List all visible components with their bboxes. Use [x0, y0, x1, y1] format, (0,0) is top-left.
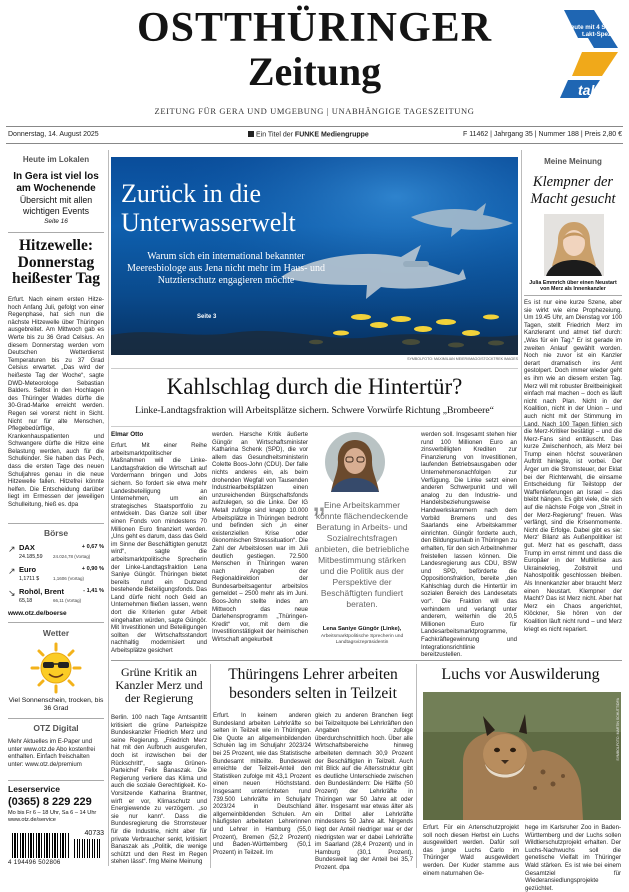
- hero-photo-credit: SYMBOLFOTO: MAXIMILIAN MEIER/IMAGO/STOCKTREK IMAGES: [407, 357, 518, 361]
- main-col3: werden soll. Insgesamt stehen hier rund 100 Millionen Euro an zinsverbilligten Krediten zur Finanzierung von Investitionen, laufenden Betriebsausgaben oder Unternehmensnachfolgen zur Verfügung. Die Linke setzt einen anderen Schwerpunkt und will analog zu den Industrie- und Handelsbeziehungsweise Handwerkskammern nach dem Vorbild Bremens und des Saarlands eine Arbeitskammer einrichten. Güngör forderte auch, den Bildungsurlaub in Thüringen zu erhalten, für den sich Arbeitnehmer freistellen lassen können. Die Landesregierung aus CDU, BSW und SPD, beförderte die Oppositionsfraktion, bereite „den Kahlschlag durch die Hintertür im sozialen Bereich des Landesetats vor“. Die Fraktion will das verhindern und verlangt unter anderem, weiterhin die 20,5 Millionen Euro für Landesarbeitsmarktprogramme, Fachkräftegewinnung und Integrationsrichtlinie bereitzustellen.: [421, 431, 517, 659]
- arrow-down-icon: ↘: [8, 588, 16, 598]
- local-headline[interactable]: In Gera ist viel los am Wochenende: [13, 171, 99, 194]
- barcode-addon-bars: [74, 839, 102, 858]
- heat-article-body: Erfurt. Nach einem ersten Hitze-hoch Anfang Juli, gefolgt von einer Regenphase, hat sich nun die nächste Hitzewelle über Thüringen ausgebreitet. Am Mittwoch gab es Werte bis zu 36 Grad Celsius. An diesem Donnerstag werden vom Deutschen Wetterdienst Temperaturen bis zu 37 Grad Celsius erwartet. „Das wird der heißeste Tag der Woche“, sagte DWD-Meteorologe Sebastian Balders. Selbst in den Hochlagen des Thüringer Waldes dürfte die 30-Grad-Marke erreicht werden. Regen sei vorerst nicht in Sicht. Nicht nur für alte Menschen, Pflegebedürftige, Krankenhauspatienten und Schwangere dürfte die Hitze eine Belastung werden, auch für die Schulkinder. Sie haben das Pech, dass die ersten Tage des neuen Schuljahres genau in die neue Hitzewelle fallen. Hitzefrei könnte helfen. Die Entscheidung darüber liegt im Ermessen der jeweiligen Schulleitung, hieß es. dpa: [8, 296, 104, 509]
- digital-text[interactable]: Mehr Aktuelles im E-Paper und unter www.otz.de Abo kostenfrei enthalten. Einfach freischalten unter: www.otz.de/premium: [8, 738, 96, 768]
- barcode-bottom-number: 4 194496 502806: [8, 859, 61, 866]
- stock-row: [8, 586, 104, 608]
- takt-promo-text: Heute mit 4 Seiten t.akt-Spezial!: [566, 24, 620, 38]
- arrow-up-icon: ↗: [8, 566, 16, 576]
- author-portrait: [544, 214, 604, 276]
- stock-prev: 66,11 (Vortag): [53, 598, 82, 603]
- heat-headline[interactable]: Hitzewelle: Donnerstag heißester Tag: [12, 237, 100, 287]
- arrow-up-icon: ↗: [8, 544, 16, 554]
- greens-headline[interactable]: Grüne Kritik an Kanzler Merz und der Regierung: [115, 665, 203, 705]
- stock-value: 1,1711 $: [19, 576, 40, 582]
- main-col1: Erfurt. Mit einer Reihe arbeitsmarktpolitischer Maßnahmen will die Linke-Landtagsfraktion die Wirtschaft auf Vordermann bringen und Jobs sichern. So fordert sie etwa mehr Landesbeteiligung an Unternehmen, um ein strategisches Staatsportfolio zu entwickeln. Das Ganze soll über einen Fonds von mindestens 70 Millionen Euro finanziert werden. „Uns geht es darum, dass das Geld im Sinne der Beschäftigten genutzt wird“, sagte die arbeitsmarktpolitische Sprecherin der Linke-Landtagsfraktion Lena Saniye Güngör. Thüringen bietet bereits rund ein Dutzend bestehende Beteiligungsfonds. Das Land dürfe nicht noch Geld an Unternehmen fließen lassen, wenn dort die Kriterien guter Arbeit eingehalten würden, sagte Güngör. Mit Investitionen und Beteiligungen sollten der Wirtschaftsstandort nachhaltig modernisiert und Arbeitsplätze gesichert: [111, 442, 207, 655]
- masthead-tagline: ZEITUNG FÜR GERA UND UMGEBUNG | UNABHÄNGIGE TAGESZEITUNG: [154, 106, 475, 116]
- teachers-col2: gleich zu anderen Branchen liegt bei Teilzeitquote bei Lehrkräften den Angaben zufolge überdurchschnittlich hoch. Über alle Wirtschaftsbereiche hinweg arbeiteten demnach 30,9 Prozent der Beschäftigten in Teilzeit. Auch mit Blick auf die Altersstruktur gibt es deutliche Unterschiede zwischen den Bundesländern: Die Hälfte (50 Prozent) der Lehrkräfte in Thüringen war 50 Jahre alt oder älter. Insgesamt war etwas älter als ein Drittel aller Lehrkräfte mindestens 50 Jahre alt. Nirgends liegt der Anteil niedriger war er der niedrigsten war er dabei Lehrkräfte im Saarland (28,4 Prozent) und in Hamburg (30,1 Prozent). Bundesweit lag der Anteil bei 35,7 Prozent. dpa: [315, 712, 413, 871]
- lynx-col1: Erfurt. Für ein Artenschutzprojekt soll noch diesen Herbst ein Luchs ausgewildert werden. Dafür soll das junge Luchs Carlo im Thüringer Wald ausgewildert werden. Der Kuder stamme aus einem naturnahen Ge-: [423, 824, 519, 877]
- digital-header: OTZ Digital: [33, 723, 79, 733]
- opinion-title[interactable]: Klempner der Macht gesucht: [530, 174, 616, 207]
- stock-change: - 1,41 %: [83, 588, 104, 594]
- lynx-headline[interactable]: Luchs vor Auswilderung: [441, 666, 600, 683]
- local-page-ref: Seite 16: [44, 218, 68, 225]
- boerse-header: Börse: [43, 528, 69, 538]
- stock-prev: 1,1606 (Vortag): [53, 576, 85, 581]
- lynx-photo-credit: SYMBOLFOTO: MARTIN SCHUTT/DPA: [616, 698, 620, 761]
- hero-image[interactable]: [111, 157, 518, 355]
- takt-promo[interactable]: [558, 8, 624, 100]
- quote-mark-icon: „: [313, 478, 325, 519]
- stock-row: [8, 542, 104, 564]
- opinion-author-caption: Julia Emmrich über einen Neustart von Merz als Innenkanzler: [529, 280, 617, 293]
- publisher-line: [248, 131, 369, 139]
- main-col2: werden. Harsche Kritik äußerte Güngör an Wirtschaftsminister Katharina Schenk (SPD), die vor allem das Gesundheitsministerin Colette Boos-John (CDU). Der falle nichts anderes ein, als beim drohenden Wegfall von Tausenden Industriearbeitsplätzen einen unzureichenden Bürgschaftsfonds aufzulegen, so die Linke. Der IG Metall zufolge sind knapp 10.000 Arbeitsplätze in Thüringen bedroht und befinden sich „in einer existenziellen Krise oder ökonomischen Stresssituation“. Die Zahl der Arbeitslosen war im Juli deutlich gestiegen. 72.500 Menschen in Thüringen waren nach Angaben der Regionaldirektion der Bundesarbeitsagentur arbeitslos gemeldet – 2500 mehr als im Juni. Boos-John stellte indes am Mittwoch das neue Darlehensprogramm „Thüringen-Kredit“ vor, mit dem die Investitionstätigkeit der heimischen Wirtschaft angekurbelt: [212, 431, 308, 644]
- stock-name: Euro: [19, 565, 37, 574]
- quote-role: Arbeitsmarktpolitische Sprecherin und Landtagsvizepräsidentin: [320, 634, 404, 646]
- issue-info: F 11462 | Jahrgang 35 | Nummer 188 | Preis 2,80 €: [462, 131, 622, 138]
- stock-prev: 24.024,78 (Vortag): [53, 554, 91, 559]
- stock-name: DAX: [19, 543, 35, 552]
- hero-title: Zurück in die Unterwasserwelt: [121, 179, 296, 237]
- local-subline: Übersicht mit allen wichtigen Events: [19, 195, 93, 216]
- sun-with-sunglasses-icon: [18, 642, 94, 694]
- masthead-title-line1: OSTTHÜRINGER: [136, 5, 493, 51]
- stock-value: 24.185,59: [19, 554, 43, 560]
- teachers-headline[interactable]: Thüringens Lehrer arbeiten besonders selten in Teilzeit: [228, 666, 398, 702]
- publisher-name: FUNKE Mediengruppe: [294, 131, 369, 139]
- greens-body: Berlin. 100 nach Tage Amtsantritt kritisiert die grüne Parteispitze Bundeskanzler Friedrich Merz und seine Regierung. „Friedrich Merz hat mit den Aufbruch ausgerufen, doch ist inzwischen bei der Rückschritt“, sagte Grünen-Parteichef Felix Banaszak. Die Regierung verliere das Klima und auch die soziale Gerechtigkeit. Ko-Vorsitzende Katharina Brantner, wirft er vor, Klimaschutz und Energiewende zu verzögern. „so sie nur kann“. Dass die Bundesregierung die Stromsteuer für die Industrie, nicht aber für private Verbraucher senkt, kritisiert Banaszak als „Politik, die wenige schützt und den Rest im Regen stehen lässt“. fmg Meine Meinung: [111, 714, 207, 866]
- main-author: Elmar Otto: [111, 431, 144, 438]
- stock-change: + 0,67 %: [81, 544, 104, 550]
- teachers-col1: Erfurt. In keinem anderen Bundesland arbeiten Lehrkräfte so selten in Teilzeit wie in Thüringen. Die Quote an allgemeinbildenden Schulen lag im Schuljahr 2023/24 bei 25 Prozent, wie das Statistische Bundesamt mitteilte. Bundesweit erreichte der Teilzeit-Anteil den Statistiken zufolge mit 43,1 Prozent einen neuen Höchststand. Insgesamt unterrichteten rund 739.500 Lehrkräfte im Schuljahr 2023/24 in Deutschland allgemeinbildenden Schulen. Am häufigsten arbeiteten Lehrerinnen und Lehrer in Hamburg (55,0 Prozent), Bremen (52,2 Prozent) und Baden-Württemberg (50,1 Prozent) in Teilzeit. Im: [213, 712, 311, 856]
- barcode: [8, 830, 104, 868]
- service-phone[interactable]: (0365) 8 229 229: [8, 796, 92, 808]
- funke-logo-icon: [248, 131, 254, 137]
- quote-portrait: [325, 432, 385, 492]
- opinion-header: Meine Meinung: [544, 157, 602, 166]
- service-header: Leserservice: [8, 784, 60, 794]
- issue-date: Donnerstag, 14. August 2025: [8, 131, 99, 138]
- quote-name: Lena Saniye Güngör (Linke),: [322, 626, 402, 632]
- main-headline[interactable]: Kahlschlag durch die Hintertür?: [166, 374, 463, 399]
- weather-header: Wetter: [42, 628, 70, 638]
- stock-row: [8, 564, 104, 586]
- hero-text: Warum sich ein international bekannter Meeresbiologe aus Jena nicht mehr im Haus- und Nutztierschutz engagieren möchte: [126, 251, 325, 286]
- main-subheadline: Linke-Landtagsfraktion will Arbeitsplätze sichern. Schwere Vorwürfe Richtung „Brombeere“: [135, 405, 494, 416]
- masthead-title-line2: Zeitung: [247, 49, 382, 94]
- pull-quote: Eine Arbeitskammer könnte flächendeckende Beratung in Arbeits- und Sozialrechtsfragen anbieten, die betriebliche Mitbestimmung stärken und die Politik aus der Perspektive der Beschäftigten fundiert beraten.: [314, 500, 410, 609]
- boerse-link[interactable]: www.otz.de/boerse: [8, 610, 67, 617]
- barcode-top-number: 40733: [84, 830, 104, 837]
- stock-table: [8, 542, 104, 608]
- lynx-col2: hege im Karlsruher Zoo in Baden-Württemberg und der Luchs sollen Wildtierschutzprojekt erhalten. Der Luchs-Nachwuchs soll die genetische Vielfalt im Thüringer Wald stärken. Es ist wie bei einem Gesamtziel für Wiederansiedlungsprojekte gezüchtet.: [525, 824, 621, 892]
- stock-change: + 0,90 %: [81, 566, 104, 572]
- publisher-prefix: Ein Titel der: [256, 131, 293, 139]
- stock-name: Rohöl, Brent: [19, 587, 64, 596]
- weather-text: Viel Sonnenschein, trocken, bis 36 Grad: [8, 697, 104, 713]
- opinion-body: Es ist nur eine kurze Szene, aber sie wirkt wie eine Prophezeiung. Um 19.45 Uhr, am Dienstag vor 100 Tagen, stellt Friedrich Merz im Kanzleramt und atmet tief durch: „Was für ein Tag.“ Er ist gerade im zweiten Anlauf gewählt worden. Noch nie zuvor ist ein Kanzler derart dramatisch ins Amt gestolpert. Doch immer wieder geht es ihm wie an diesem ersten Tag. Merz will mit robuster Breitbeinigkeit einfach mal machen – doch es läuft nicht nach Plan. Nicht in der Koalition, nicht in der Union – und auch nicht mit der Stimmung im Land. Nach 100 Tagen fühlen sich die Merz-Kritiker bestätigt – und die Merz-Fans sind enttäuscht. Das kurze Zwischenhoch, als Merz bei Trump einen höchst souveränen Auftritt hinlegte, ist vorbei. Der Ärger um die Stromsteuer, der Eklat bei der Richterwahl, die einsame Entscheidung für Teilstopp der Waffenlieferungen an Israel – das bleibt hängen. Es gibt viele, die sich auf die nächste Folge von „Streit in der Merz-Regierung“ freuen. Was verfängt, sind die Krisenmomente. Nicht die Erfolge. Dabei gibt es sie: Merz' Bilanz als Außenpolitiker ist gut. Merz hat es geschafft, dass Trump im ernst nimmt und dass die Europäer in der Multikrise aus Ukrainekrieg, Zollstreit und Nahostpolitik geschlossen bleiben. Als Innenkanzler aber braucht Merz einen Neustart. Klempner der Macht? Das ist Merz nicht. Aber hat Merz ein Chaos angerichtet, Klöckner, Sie hören von der Koalition läuft nicht rund – und Merz kriegt es nicht repariert.: [524, 299, 622, 633]
- stock-value: 65,18: [19, 598, 33, 604]
- barcode-bars: [12, 833, 70, 858]
- local-section-header: Heute im Lokalen: [22, 155, 90, 164]
- lynx-photo[interactable]: [423, 692, 621, 820]
- service-hours: Mo bis Fr 6 – 18 Uhr, Sa 6 – 14 Uhr www.otz.de/service: [8, 810, 97, 823]
- hero-page-ref: Seite 3: [197, 314, 217, 320]
- takt-logo-text: takt: [578, 82, 603, 98]
